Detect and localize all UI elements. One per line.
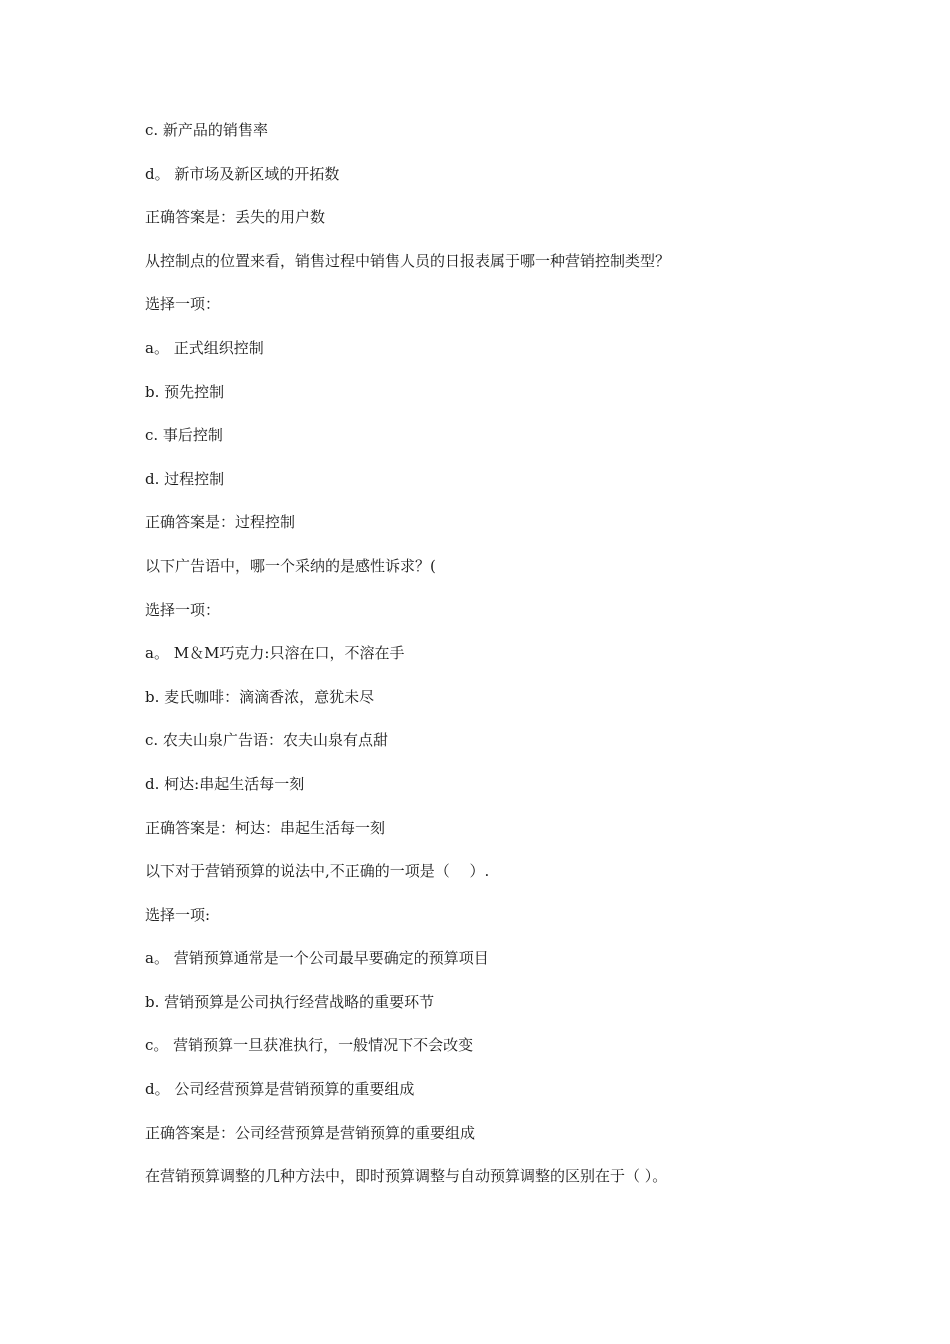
option-a-line: a。 M＆M巧克力:只溶在口，不溶在手: [145, 644, 405, 663]
answer-line: 正确答案是：丢失的用户数: [145, 208, 326, 227]
option-c-line: c. 农夫山泉广告语：农夫山泉有点甜: [145, 731, 388, 750]
document-page: [145, 120, 845, 1210]
option-a-line: a。 营销预算通常是一个公司最早要确定的预算项目: [145, 949, 489, 968]
answer-line: 正确答案是：柯达：串起生活每一刻: [145, 818, 386, 837]
question-line: 从控制点的位置来看，销售过程中销售人员的日报表属于哪一种营销控制类型？: [145, 251, 671, 270]
option-b-line: b. 麦氏咖啡：滴滴香浓，意犹未尽: [145, 687, 375, 706]
answer-line: 正确答案是：过程控制: [145, 513, 296, 532]
question-line: 以下广告语中，哪一个采纳的是感性诉求？(: [145, 556, 436, 575]
choose-one-label: 选择一项：: [145, 295, 221, 314]
option-b-line: b. 营销预算是公司执行经营战略的重要环节: [145, 992, 435, 1011]
option-c-line: c。 营销预算一旦获准执行，一般情况下不会改变: [145, 1036, 474, 1055]
option-d-line: d. 过程控制: [145, 469, 225, 488]
option-b-line: b. 预先控制: [145, 382, 225, 401]
option-d-line: d。 新市场及新区域的开拓数: [145, 164, 340, 183]
option-d-line: d. 柯达:串起生活每一刻: [145, 774, 305, 793]
option-d-line: d。 公司经营预算是营销预算的重要组成: [145, 1080, 415, 1099]
question-line: 在营销预算调整的几种方法中，即时预算调整与自动预算调整的区别在于（ ）。: [145, 1167, 668, 1186]
choose-one-label: 选择一项：: [145, 600, 221, 619]
choose-one-label: 选择一项:: [145, 905, 211, 924]
option-c-line: c. 新产品的销售率: [145, 121, 268, 139]
option-a-line: a。 正式组织控制: [145, 338, 264, 357]
option-c-line: c. 事后控制: [145, 426, 223, 445]
answer-line: 正确答案是：公司经营预算是营销预算的重要组成: [145, 1123, 476, 1142]
question-line: 以下对于营销预算的说法中,不正确的一项是（ ）.: [145, 862, 490, 881]
